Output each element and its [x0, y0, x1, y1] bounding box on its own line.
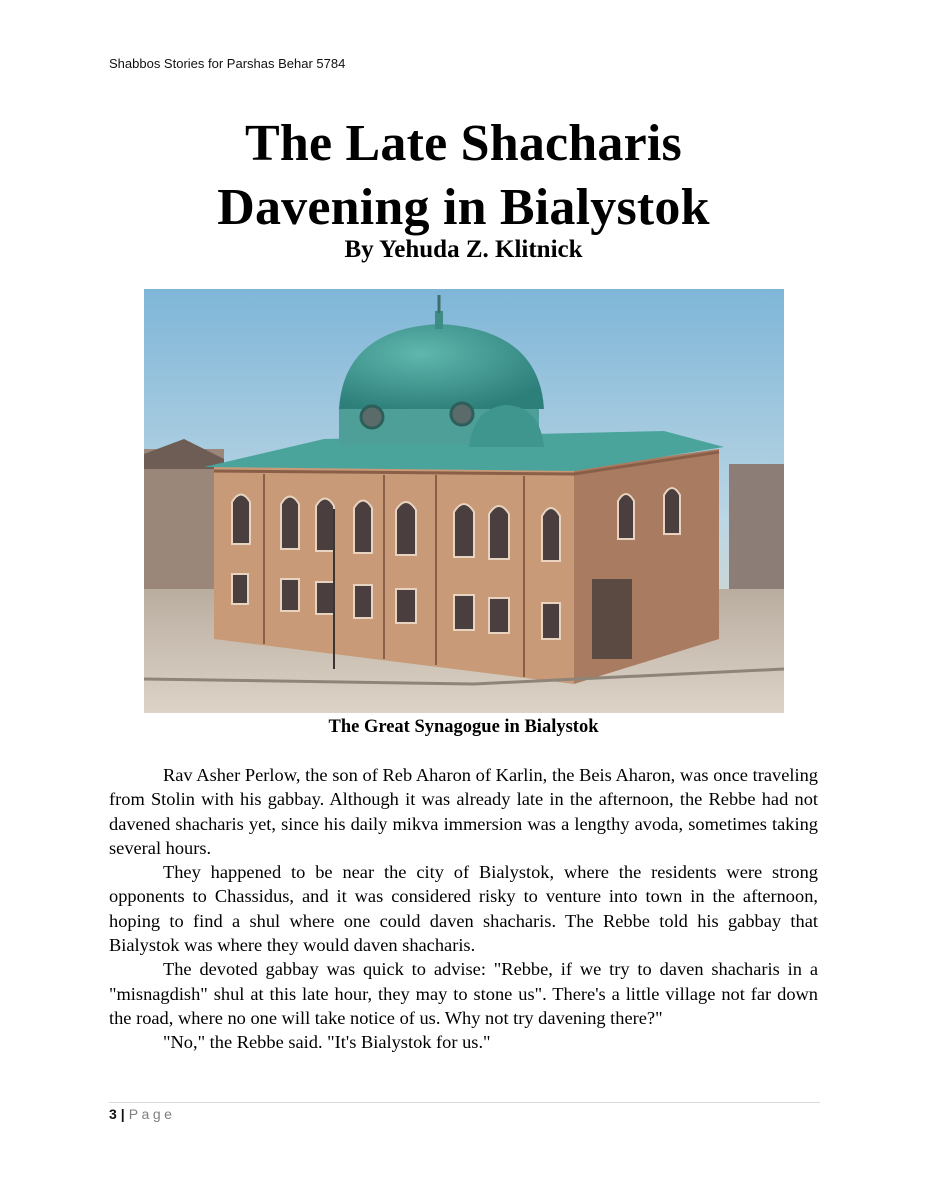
article-title	[0, 112, 927, 240]
paragraph: "No," the Rebbe said. "It's Bialystok for us."	[163, 1032, 491, 1053]
title-line-1: The Late Shacharis	[245, 115, 682, 172]
page-footer	[109, 1106, 175, 1122]
article-body	[109, 763, 818, 1055]
footer-divider	[109, 1102, 820, 1103]
paragraph: The devoted gabbay was quick to advise: "Rebbe, if we try to daven shacharis in a "misnagdish" shul at this late hour, they may to stone us". There's a little village not far down the road, where no one will take notice of us. Why not try davening there?"	[109, 959, 818, 1028]
photo-caption: The Great Synagogue in Bialystok	[328, 717, 599, 737]
paragraph: Rav Asher Perlow, the son of Reb Aharon of Karlin, the Beis Aharon, was once traveling from Stolin with his gabbay. Although it was already late in the afternoon, the Rebbe had not davened shacharis yet, since his daily mikva immersion was a lengthy avoda, sometimes taking several hours.	[109, 765, 818, 858]
page-label: Page	[128, 1106, 176, 1122]
author-byline: By Yehuda Z. Klitnick	[344, 236, 583, 263]
title-line-2: Davening in Bialystok	[217, 179, 710, 236]
page-number: 3	[109, 1106, 117, 1122]
paragraph: They happened to be near the city of Bialystok, where the residents were strong opponents to Chassidus, and it was considered risky to venture into town in the afternoon, hoping to find a shul where one could daven shacharis. The Rebbe told his gabbay that Bialystok was where they would daven shacharis.	[109, 862, 818, 956]
footer-separator: |	[120, 1106, 125, 1122]
running-header: Shabbos Stories for Parshas Behar 5784	[109, 56, 346, 71]
synagogue-photo	[144, 289, 784, 713]
